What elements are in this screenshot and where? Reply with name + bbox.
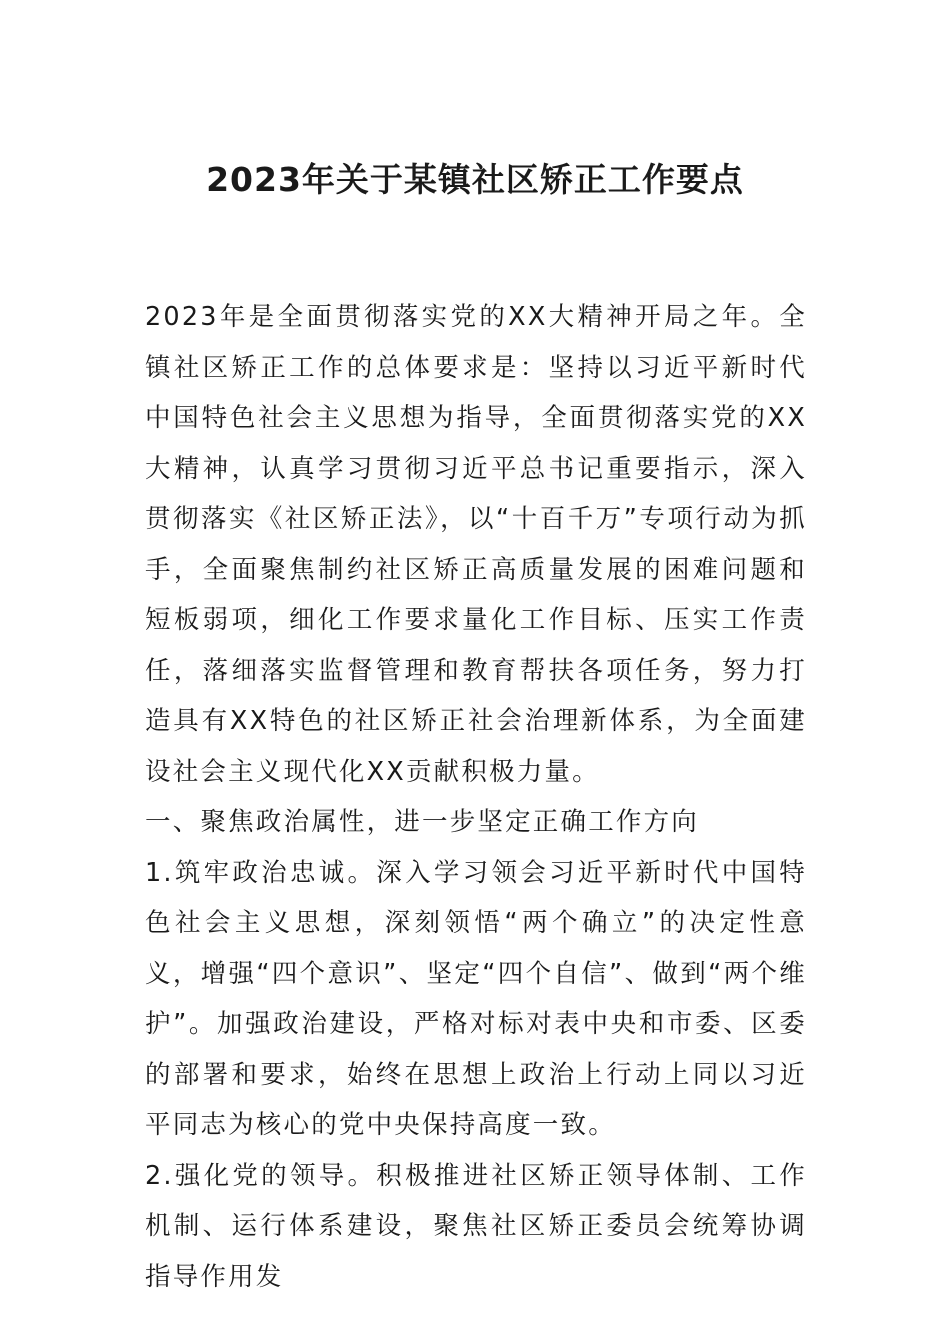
page-title: 2023年关于某镇社区矫正工作要点 xyxy=(206,160,744,199)
paragraph-item-2: 2.强化党的领导。积极推进社区矫正领导体制、工作机制、运行体系建设，聚焦社区矫正委员会统筹协调指导作用发 xyxy=(145,1160,807,1292)
paragraph-item-1: 1.筑牢政治忠诚。深入学习领会习近平新时代中国特色社会主义思想，深刻领悟“两个确立”的决定性意义，增强“四个意识”、坚定“四个自信”、做到“两个维护”。加强政治建设，严格对标对表中央和市委、区委的部署和要求，始终在思想上政治上行动上同以习近平同志为核心的党中央保持高度一致。 xyxy=(145,857,807,1140)
section-heading-1: 一、聚焦政治属性，进一步坚定正确工作方向 xyxy=(145,807,700,837)
document-body xyxy=(145,292,807,1302)
paragraph-intro: 2023年是全面贯彻落实党的XX大精神开局之年。全镇社区矫正工作的总体要求是：坚持以习近平新时代中国特色社会主义思想为指导，全面贯彻落实党的XX大精神，认真学习贯彻习近平总书记重要指示，深入贯彻落实《社区矫正法》，以“十百千万”专项行动为抓手，全面聚焦制约社区矫正高质量发展的困难问题和短板弱项，细化工作要求量化工作目标、压实工作责任，落细落实监督管理和教育帮扶各项任务，努力打造具有XX特色的社区矫正社会治理新体系，为全面建设社会主义现代化XX贡献积极力量。 xyxy=(145,302,807,787)
